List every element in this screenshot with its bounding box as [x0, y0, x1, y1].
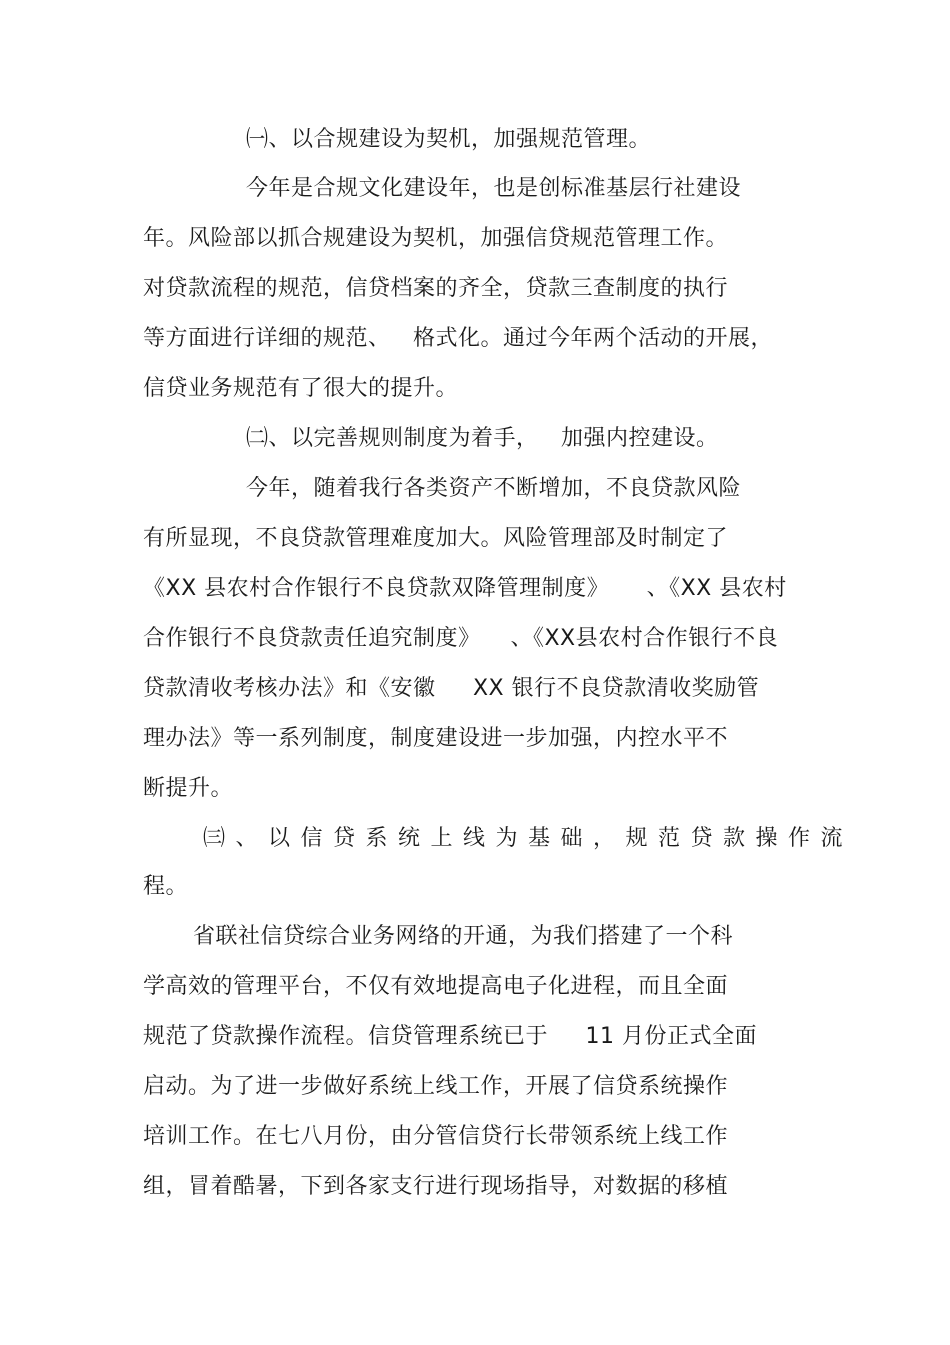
paragraph-line: 贷款清收考核办法》和《安徽 XX 银行不良贷款清收奖励管: [143, 676, 760, 701]
paragraph-line: 规范了贷款操作流程。信贷管理系统已于 11 月份正式全面: [143, 1024, 757, 1049]
heading-1: ㈠、以合规建设为契机，加强规范管理。: [246, 127, 652, 152]
paragraph-line: 对贷款流程的规范，信贷档案的齐全，贷款三查制度的执行: [143, 276, 729, 301]
paragraph-line: 启动。为了进一步做好系统上线工作，开展了信贷系统操作: [143, 1074, 729, 1099]
heading-3-continuation: 程。: [143, 874, 189, 899]
paragraph-line: 理办法》等一系列制度，制度建设进一步加强，内控水平不: [143, 726, 729, 751]
paragraph-line: 有所显现，不良贷款管理难度加大。风险管理部及时制定了: [143, 526, 729, 551]
paragraph-line: 省联社信贷综合业务网络的开通，为我们搭建了一个科: [193, 924, 734, 949]
paragraph-line: 学高效的管理平台，不仅有效地提高电子化进程，而且全面: [143, 974, 729, 999]
paragraph-line: 《XX 县农村合作银行不良贷款双降管理制度》 、《XX 县农村: [143, 576, 787, 601]
paragraph-line: 等方面进行详细的规范、 格式化。通过今年两个活动的开展，: [143, 326, 773, 351]
paragraph-line: 断提升。: [143, 776, 234, 801]
paragraph-line: 合作银行不良贷款责任追究制度》 、《XX县农村合作银行不良: [143, 626, 779, 651]
paragraph-line: 培训工作。在七八月份，由分管信贷行长带领系统上线工作: [143, 1124, 729, 1149]
paragraph-line: 年。风险部以抓合规建设为契机，加强信贷规范管理工作。: [143, 226, 729, 251]
heading-3: ㈢、以信贷系统上线为基础，规范贷款操作流: [203, 826, 854, 851]
paragraph-line: 组，冒着酷暑，下到各家支行进行现场指导，对数据的移植: [143, 1174, 729, 1199]
paragraph-line: 今年，随着我行各类资产不断增加，不良贷款风险: [246, 476, 742, 501]
paragraph-line: 信贷业务规范有了很大的提升。: [143, 376, 459, 401]
paragraph-line: 今年是合规文化建设年，也是创标准基层行社建设: [246, 176, 742, 201]
heading-2: ㈡、以完善规则制度为着手， 加强内控建设。: [246, 426, 719, 451]
